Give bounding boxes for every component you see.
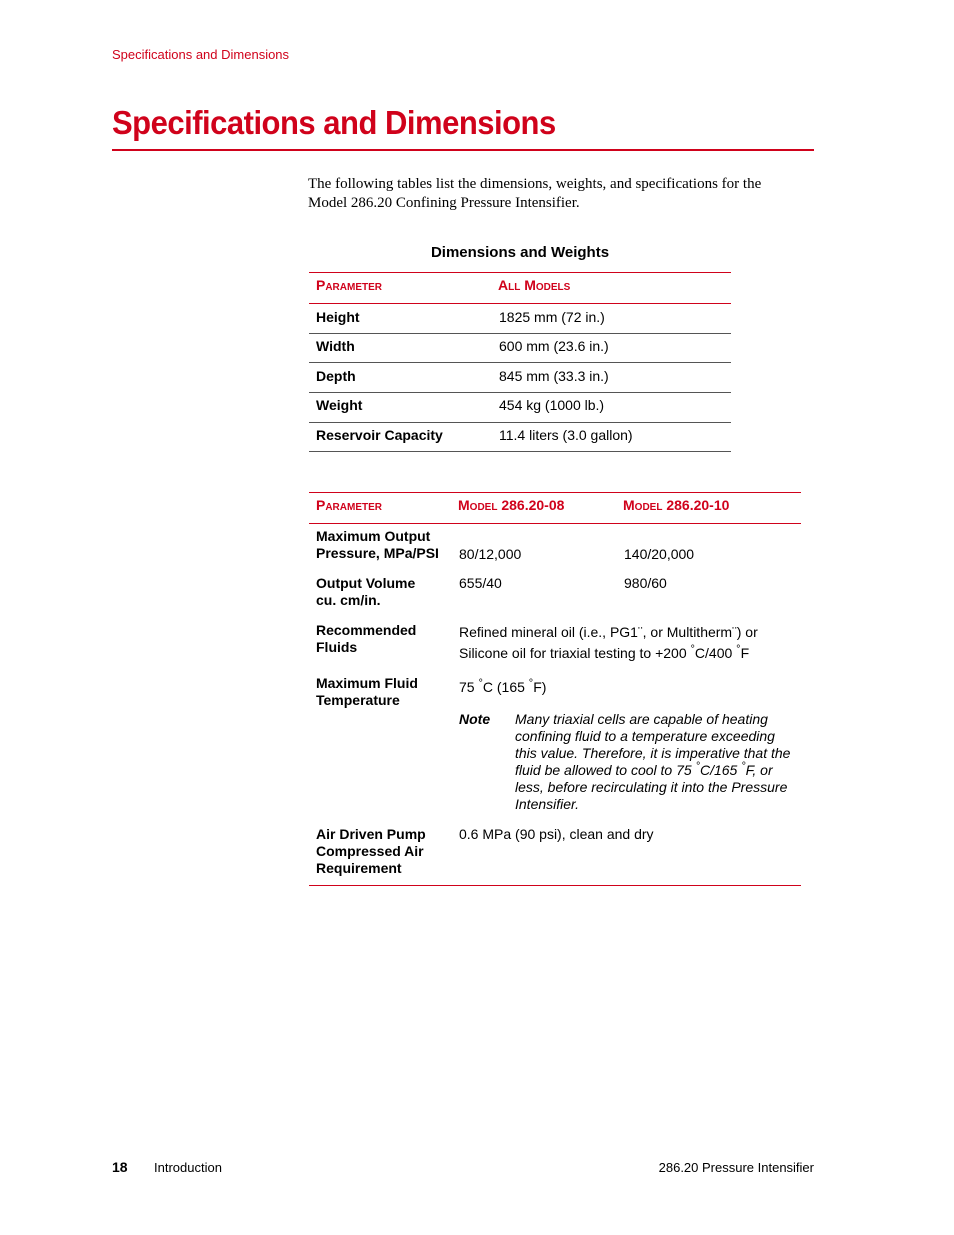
footer-section: Introduction	[154, 1160, 222, 1175]
param-weight: Weight	[316, 397, 363, 413]
row-divider	[309, 333, 731, 334]
column-header-all-models: All Models	[498, 277, 571, 293]
value-reservoir-capacity: 11.4 liters (3.0 gallon)	[499, 427, 633, 443]
param-height: Height	[316, 309, 360, 325]
note-text: Many triaxial cells are capable of heating confining fluid to a temperature exceeding this value. Therefore, it is imperative that the fluid be allowed to cool to 75 °C/165 °F, or less, before recirculating it into the Pressure Intensifier.	[515, 711, 791, 812]
table-header-rule	[309, 523, 801, 524]
value-width: 600 mm (23.6 in.)	[499, 338, 609, 354]
value-air-driven-pump: 0.6 MPa (90 psi), clean and dry	[459, 826, 654, 842]
footer-product: 286.20 Pressure Intensifier	[658, 1160, 814, 1175]
running-head: Specifications and Dimensions	[112, 47, 290, 62]
value-output-volume-08: 655/40	[459, 575, 502, 591]
page-number: 18	[112, 1159, 128, 1175]
row-divider	[309, 392, 731, 393]
value-weight: 454 kg (1000 lb.)	[499, 397, 605, 413]
column-header-model-08: Model 286.20-08	[458, 497, 565, 513]
param-reservoir-capacity: Reservoir Capacity	[316, 427, 443, 443]
value-max-output-08: 80/12,000	[459, 546, 522, 562]
value-max-fluid-temperature: 75 °C (165 °F)	[459, 677, 547, 695]
value-height: 1825 mm (72 in.)	[499, 309, 605, 325]
value-recommended-fluids: Refined mineral oil (i.e., PG1¨, or Multitherm¨) or Silicone oil for triaxial testing to +200 °C/400 °F	[459, 624, 758, 661]
column-header-parameter: Parameter	[316, 277, 383, 293]
table-header-rule	[309, 303, 731, 304]
column-header-model-10: Model 286.20-10	[623, 497, 730, 513]
table-top-rule	[309, 272, 731, 273]
note-label: Note	[459, 711, 491, 727]
value-depth: 845 mm (33.3 in.)	[499, 368, 609, 384]
param-max-fluid-temperature: Maximum Fluid Temperature	[316, 675, 418, 708]
table-bottom-rule	[309, 885, 801, 886]
row-divider	[309, 362, 731, 363]
param-width: Width	[316, 338, 355, 354]
value-output-volume-10: 980/60	[624, 575, 667, 591]
param-recommended-fluids: Recommended Fluids	[316, 622, 417, 655]
page-title: Specifications and Dimensions	[112, 104, 556, 142]
param-air-driven-pump: Air Driven Pump Compressed Air Requirement	[316, 826, 426, 876]
table-top-rule	[309, 492, 801, 493]
intro-paragraph: The following tables list the dimensions, weights, and specifications for the Model 286.20 Confining Pressure Intensifier.	[308, 176, 762, 211]
param-output-volume: Output Volume cu. cm/in.	[316, 575, 416, 608]
param-max-output-pressure: Maximum Output Pressure, MPa/PSI	[316, 528, 439, 561]
title-rule	[112, 149, 814, 151]
table-caption: Dimensions and Weights	[430, 244, 610, 261]
table-bottom-rule	[309, 451, 731, 452]
row-divider	[309, 422, 731, 423]
value-max-output-10: 140/20,000	[624, 546, 695, 562]
column-header-parameter: Parameter	[316, 497, 383, 513]
param-depth: Depth	[316, 368, 356, 384]
